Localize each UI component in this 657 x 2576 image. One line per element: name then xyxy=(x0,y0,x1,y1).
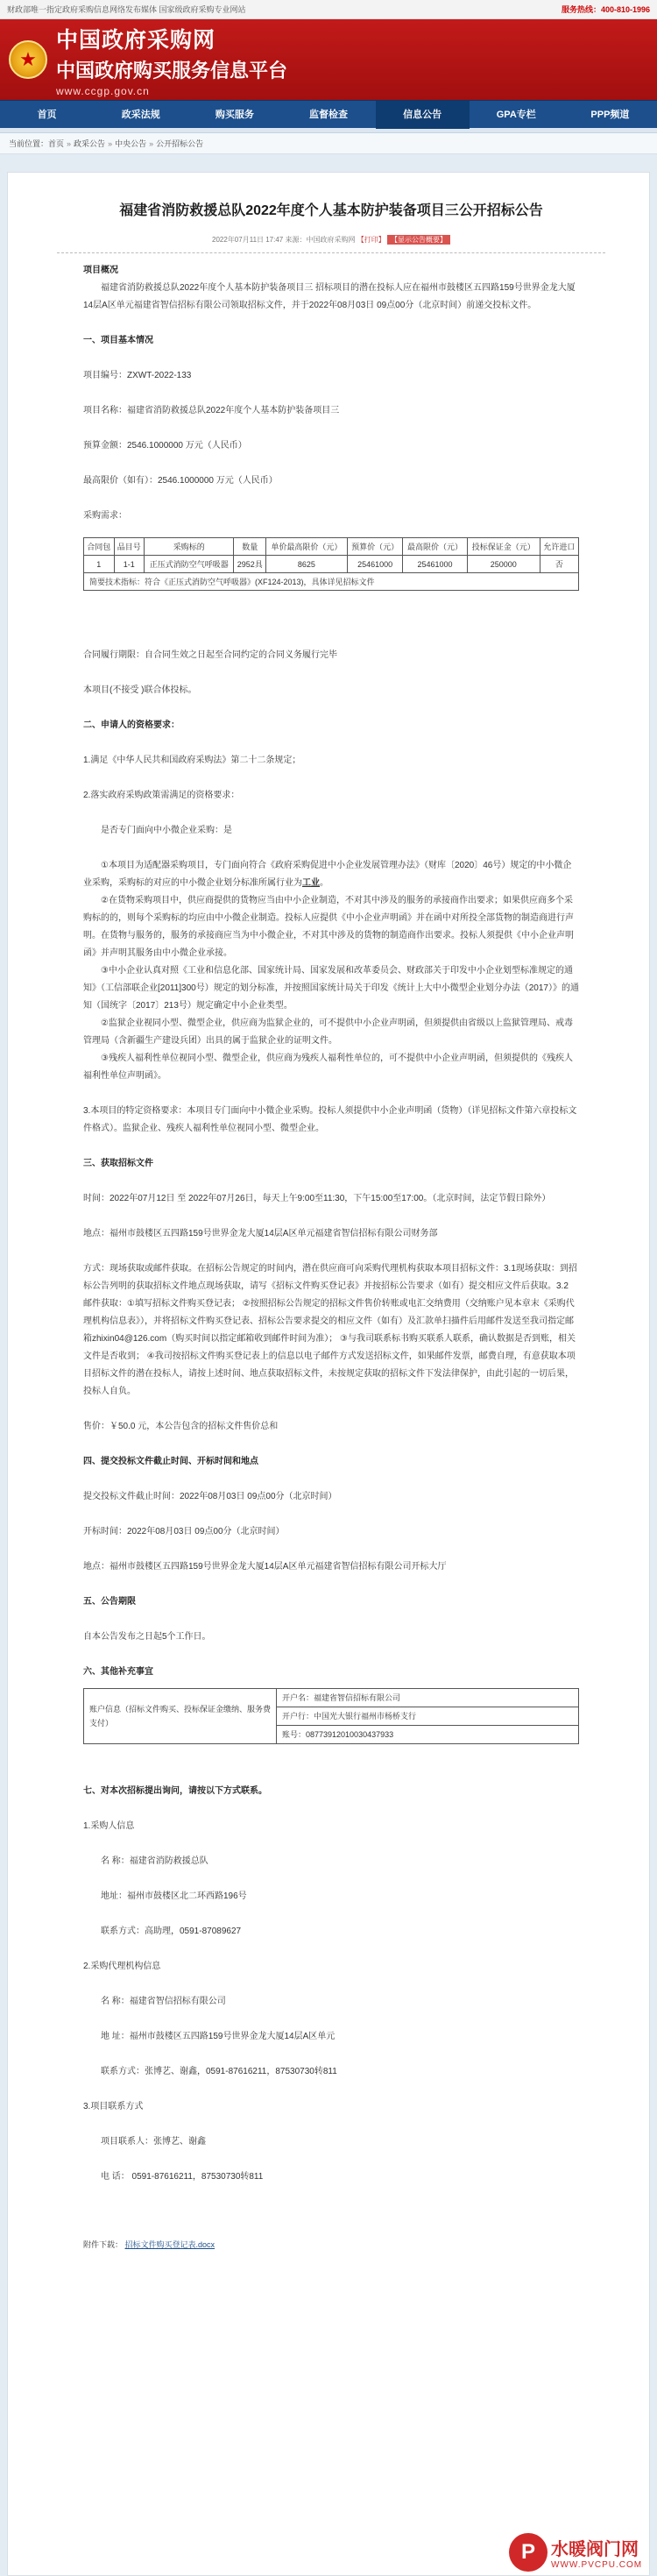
nav-item-services[interactable]: 购买服务 xyxy=(215,109,254,120)
col-header: 最高限价（元） xyxy=(403,538,467,556)
attachment-row xyxy=(83,2239,579,2250)
section-1-heading: 一、项目基本情况 xyxy=(83,336,153,345)
table-row xyxy=(84,1689,579,1707)
national-emblem-icon: ★ xyxy=(9,40,47,79)
section-2-heading: 二、申请人的资格要求： xyxy=(83,720,180,730)
main-nav xyxy=(0,100,657,128)
contract-period: 合同履行期限：自合同生效之日起至合同约定的合同义务履行完毕 xyxy=(83,650,337,660)
service-hotline: 服务热线：400-810-1996 xyxy=(561,5,650,14)
cell-import: 否 xyxy=(540,556,578,573)
nav-item-announcements[interactable]: 信息公告 xyxy=(376,101,470,129)
summary-toggle-button[interactable]: 【显示公告概要】 xyxy=(387,235,450,245)
watermark xyxy=(509,2530,649,2575)
breadcrumb-current[interactable]: 公开招标公告 xyxy=(156,139,204,148)
cell-unit-price: 8625 xyxy=(266,556,348,573)
article-meta xyxy=(57,235,605,253)
qualification-1: 1.满足《中华人民共和国政府采购法》第二十二条规定； xyxy=(83,756,301,765)
obtain-place: 地点：福州市鼓楼区五四路159号世界金龙大厦14层A区单元福建省智信招标有限公司财务部 xyxy=(83,1229,438,1238)
col-header: 允许进口 xyxy=(540,538,578,556)
contact-phone: 电 话： 0591-87616211，87530730转811 xyxy=(101,2172,264,2182)
article-source: 来源：中国政府采购网 xyxy=(285,236,356,244)
buyer-name: 名 称：福建省消防救援总队 xyxy=(101,1856,208,1866)
prison-enterprise-clause: ②监狱企业视同小型、微型企业，供应商为监狱企业的，可不提供中小企业声明函，但须提供由省级以上监狱管理局、戒毒管理局（含新疆生产建设兵团）出具的属于监狱企业的证明文件。 xyxy=(83,1018,573,1046)
max-price: 最高限价（如有）：2546.1000000 万元（人民币） xyxy=(83,476,278,486)
breadcrumb-home[interactable]: 首页 xyxy=(48,139,65,148)
agent-heading: 2.采购代理机构信息 xyxy=(83,1962,161,1971)
cell-tech-note: 简要技术指标：符合《正压式消防空气呼吸器》(XF124-2013)，具体详见招标文件 xyxy=(84,573,579,591)
col-header: 预算价（元） xyxy=(347,538,403,556)
opening-place: 地点：福州市鼓楼区五四路159号世界金龙大厦14层A区单元福建省智信招标有限公司开标大厅 xyxy=(83,1562,447,1572)
overview-heading: 项目概况 xyxy=(83,266,118,275)
nav-item-ppp[interactable]: PPP频道 xyxy=(590,109,630,120)
buyer-contact: 联系方式：高助理，0591-87089627 xyxy=(101,1927,242,1936)
nav-item-supervision[interactable]: 监督检查 xyxy=(308,109,348,120)
breadcrumb-announcements[interactable]: 政采公告 xyxy=(74,139,106,148)
qualification-2: 2.落实政府采购政策需满足的资格要求： xyxy=(83,791,240,800)
section-6-heading: 六、其他补充事宜 xyxy=(83,1667,153,1677)
cell-item-no: 1-1 xyxy=(114,556,145,573)
buyer-heading: 1.采购人信息 xyxy=(83,1821,135,1831)
logo-subtitle: 中国政府购买服务信息平台 xyxy=(56,60,288,82)
pv-logo-icon: P xyxy=(509,2533,548,2572)
col-header: 品目号 xyxy=(114,538,145,556)
bid-deadline: 提交投标文件截止时间：2022年08月03日 09点00分（北京时间） xyxy=(83,1492,337,1501)
table-header-row xyxy=(84,538,579,556)
qualification-3: 3.本项目的特定资格要求：本项目专门面向中小微企业采购。投标人须提供中小企业声明函（货物）（详见招标文件第六章投标文件格式）。监狱企业、残疾人福利性单位视同小型、微型企业。 xyxy=(83,1106,577,1133)
section-5-heading: 五、公告期限 xyxy=(83,1597,136,1607)
site-logo[interactable] xyxy=(56,23,287,97)
top-bar xyxy=(0,0,657,19)
logo-url: www.ccgp.gov.cn xyxy=(56,84,150,97)
publish-date: 2022年07月11日 17:47 xyxy=(212,236,284,244)
requirements-label: 采购需求： xyxy=(83,511,127,521)
project-number: 项目编号：ZXWT-2022-133 xyxy=(83,371,192,380)
col-header: 采购标的 xyxy=(145,538,234,556)
obtain-time: 时间：2022年07月12日 至 2022年07月26日，每天上午9:00至11:30，下午15:00至17:00。（北京时间，法定节假日除外） xyxy=(83,1194,551,1203)
buyer-address: 地址：福州市鼓楼区北二环西路196号 xyxy=(101,1891,247,1901)
document-price: 售价：￥50.0 元，本公告包含的招标文件售价总和 xyxy=(83,1422,279,1431)
watermark-title: 水暖阀门网 xyxy=(551,2538,639,2559)
consortium-note: 本项目(不接受 )联合体投标。 xyxy=(83,685,197,695)
watermark-url: WWW.PVCPU.COM xyxy=(551,2560,643,2570)
breadcrumb-prefix: 当前位置： xyxy=(9,139,49,148)
cell-deposit: 250000 xyxy=(467,556,540,573)
agent-name: 名 称：福建省智信招标有限公司 xyxy=(101,1997,226,2006)
industry-label: 工业 xyxy=(302,878,320,888)
nav-item-gpa[interactable]: GPA专栏 xyxy=(496,109,536,120)
opening-time: 开标时间：2022年08月03日 09点00分（北京时间） xyxy=(83,1527,285,1536)
section-3-heading: 三、获取招标文件 xyxy=(83,1159,153,1168)
col-header: 合同包 xyxy=(84,538,115,556)
agent-address: 地 址：福州市鼓楼区五四路159号世界金龙大厦14层A区单元 xyxy=(101,2032,336,2041)
page-title: 福建省消防救援总队2022年度个人基本防护装备项目三公开招标公告 xyxy=(119,203,543,218)
nav-item-regulations[interactable]: 政采法规 xyxy=(121,109,160,120)
site-banner xyxy=(0,19,657,100)
cell-package: 1 xyxy=(84,556,115,573)
overview-text: 福建省消防救援总队2022年度个人基本防护装备项目三 招标项目的潜在投标人应在福州市鼓楼区五四路159号世界金龙大厦14层A区单元福建省智信招标有限公司领取招标文件，并于2022年08月03日 09点00分（北京时间）前递交投标文件。 xyxy=(83,283,576,310)
cell-max-price: 25461000 xyxy=(403,556,467,573)
contact-person: 项目联系人：张博艺、谢鑫 xyxy=(101,2137,206,2147)
sme-only: 是否专门面向中小微企业采购：是 xyxy=(101,826,232,835)
account-number: 账号：08773912010030437933 xyxy=(277,1726,579,1744)
account-holder: 开户名：福建省智信招标有限公司 xyxy=(277,1689,579,1707)
project-name: 项目名称：福建省消防救援总队2022年度个人基本防护装备项目三 xyxy=(83,406,340,415)
contact-heading: 3.项目联系方式 xyxy=(83,2102,144,2111)
attachment-download-link[interactable]: 招标文件购买登记表.docx xyxy=(124,2240,215,2249)
cell-quantity: 2952具 xyxy=(234,556,266,573)
print-link[interactable]: 【打印】 xyxy=(357,236,385,244)
table-row xyxy=(84,573,579,591)
obtain-method: 方式：现场获取或邮件获取。在招标公告规定的时间内，潜在供应商可向采购代理机构获取本项目招标文件：3.1现场获取：到招标公告列明的获取招标文件地点现场获取，请写《招标文件购买登记表》并按招标公告要求（如有）提交相应文件后获取。3.2 邮件获取：①填写招标文件购买登记表； ②按照招标公告规定的招标文件售价转账或电汇交纳费用（交纳账户见本章末《采购代理机构信息表》），并将招标文件购买登记表、招标公告要求提交的相应文件（如有）及汇款单扫描件后用邮件发送至我司指定邮箱zhixin04@126.com（购买时间以指定邮箱收到邮件时间为准）； ③与我司联系标书购买联系人联系，确认数据是否到账，相关文件是否收到； ④我司按招标文件购买登记表上的信息以电子邮件方式发送招标文件，如果邮件发票，邮费自理，有意获取本项目招标文件的潜在投标人，请按上述时间、地点获取招标文件，未按规定获取的招标文件下发法律保护，由此引起的一切后果，投标人自负。 xyxy=(83,1264,577,1396)
col-header: 单价最高限价（元） xyxy=(266,538,348,556)
notice-period: 自本公告发布之日起5个工作日。 xyxy=(83,1632,211,1642)
section-7-heading: 七、对本次招标提出询问，请按以下方式联系。 xyxy=(83,1786,267,1796)
table-row xyxy=(84,556,579,573)
attachment-label: 附件下载： xyxy=(83,2240,124,2249)
col-header: 数量 xyxy=(234,538,266,556)
cell-budget: 25461000 xyxy=(347,556,403,573)
article-container xyxy=(7,172,650,2576)
sme-clause-2: ②在货物采购项目中，供应商提供的货物应当由中小企业制造，不对其中涉及的服务的承接商作出要求；如果供应商多个采购标的的，则每个采购标的均应由中小微企业制造。投标人应提供《中小企业声明函》并在函中对所投全部货物的制造商进行声明。在货物与服务的，服务的承接商应当为中小微企业，不对其中涉及的货物的制造商作出要求。投标人须提供《中小企业声明函》并声明其服务由中小微企业承接。 xyxy=(83,896,574,958)
agent-contact: 联系方式：张博艺、谢鑫，0591-87616211，87530730转811 xyxy=(101,2067,337,2076)
nav-item-home[interactable]: 首页 xyxy=(37,109,57,120)
col-header: 投标保证金（元） xyxy=(467,538,540,556)
sme-clause-3: ③中小企业认真对照《工业和信息化部、国家统计局、国家发展和改革委员会、财政部关于印发中小企业划型标准规定的通知》（工信部联企业[2011]300号）规定的划分标准，并按照国家统计局关于印发《统计上大中小微型企业划分办法（2017）》的通知（国统字〔2017〕213号）规定确定中小企业类型。 xyxy=(83,966,579,1011)
breadcrumb-central[interactable]: 中央公告 xyxy=(115,139,147,148)
disability-unit-clause: ③残疾人福利性单位视同小型、微型企业，供应商为残疾人福利性单位的，可不提供中小企业声明函，但须提供的《残疾人福利性单位声明函》。 xyxy=(83,1054,573,1081)
cell-subject: 正压式消防空气呼吸器 xyxy=(145,556,234,573)
budget-amount: 预算金额：2546.1000000 万元（人民币） xyxy=(83,441,247,451)
breadcrumb: 当前位置： 首页 » 政采公告 » 中央公告 » 公开招标公告 xyxy=(0,133,657,154)
account-bank: 开户行：中国光大银行福州市杨桥支行 xyxy=(277,1707,579,1726)
site-notice: 财政部唯一指定政府采购信息网络发布媒体 国家级政府采购专业网站 xyxy=(7,5,246,14)
account-table xyxy=(83,1688,579,1744)
account-info-label: 账户信息（招标文件购买、投标保证金缴纳、服务费支付） xyxy=(84,1689,277,1744)
sme-clause-1: ①本项目为适配器采购项目，专门面向符合《政府采购促进中小企业发展管理办法》（财库〔2020〕46号）规定的中小微企业采购，采购标的对应的中小微企业划分标准所属行业为工业。 xyxy=(83,861,572,888)
requirements-table xyxy=(83,537,579,591)
section-4-heading: 四、提交投标文件截止时间、开标时间和地点 xyxy=(83,1457,258,1466)
logo-title: 中国政府采购网 xyxy=(56,26,216,53)
